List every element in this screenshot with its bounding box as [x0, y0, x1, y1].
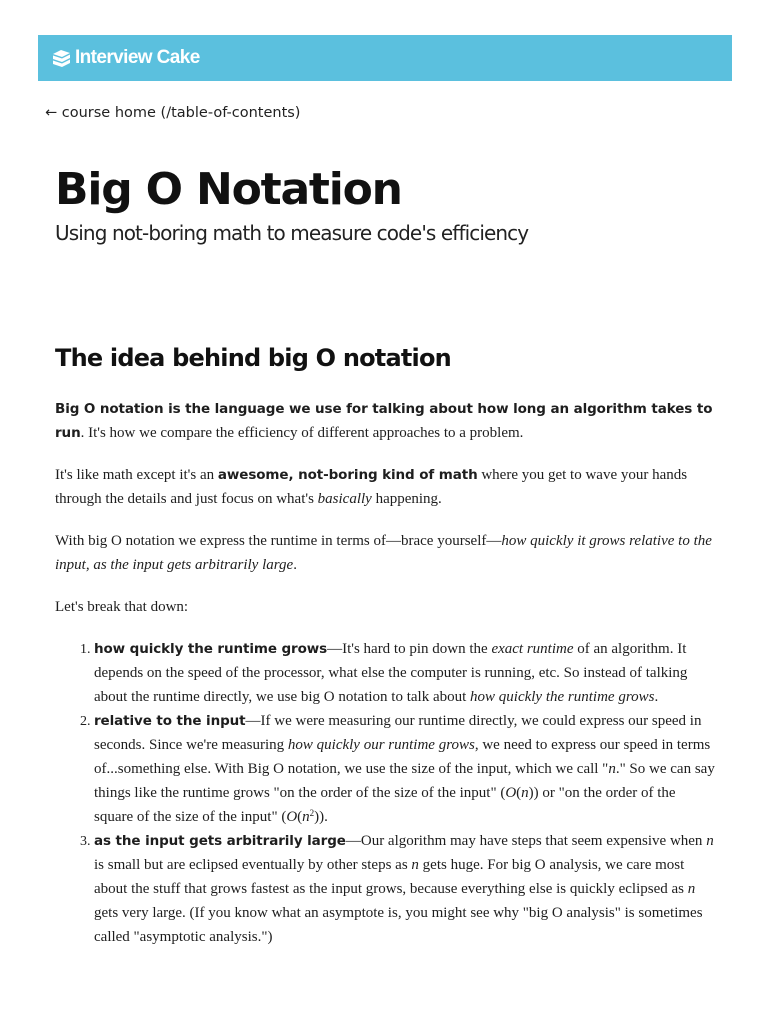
item-text: .: [654, 689, 659, 705]
math-emphasis: basically: [317, 491, 372, 507]
math-text-a: It's like math except it's an: [55, 467, 218, 483]
math-paren: (: [516, 785, 522, 801]
math-variable-n: n: [411, 857, 419, 873]
item-text: ).: [319, 809, 328, 825]
math-variable-n: n: [302, 809, 310, 825]
math-text-c: happening.: [371, 491, 442, 507]
item-text: —It's hard to pin down the: [327, 641, 492, 657]
math-big-o: O: [505, 785, 517, 801]
article-body: [55, 397, 715, 949]
item-emphasis: how quickly our runtime grows: [287, 737, 475, 753]
item-text: ." So we can say things like the runtime grows "on the order of the size of the input" (: [94, 761, 715, 801]
paragraph-intro: [55, 397, 715, 445]
math-variable-n: n: [687, 881, 696, 897]
runtime-period: .: [293, 557, 297, 573]
breakdown-list: [55, 637, 715, 949]
brand-logo-text[interactable]: Interview Cake: [75, 47, 200, 68]
paragraph-runtime: [55, 529, 715, 577]
intro-text: . It's how we compare the efficiency of different approaches to a problem.: [80, 425, 524, 441]
paragraph-breakdown: Let's break that down:: [55, 599, 189, 615]
intro-bold: Big O notation is the language we use for talking about how long an algorithm takes to run: [55, 401, 713, 441]
item-text: is small but are eclipsed eventually by other steps as: [94, 857, 412, 873]
item-bold: as the input gets arbitrarily large: [94, 833, 346, 849]
math-paren: ): [528, 785, 534, 801]
runtime-emphasis: how quickly it grows relative to the input, as the input gets arbitrarily large: [55, 533, 712, 573]
top-bar: [38, 35, 732, 81]
item-text: gets very large. (If you know what an asymptote is, you might see why "big O analysis" is sometimes called "asymptotic analysis."): [94, 905, 703, 945]
item-text: , we need to express our speed in terms of...something else. With Big O notation, we use the size of the input, which we call ": [94, 737, 711, 777]
math-exponent: 2: [309, 808, 315, 818]
course-home-link[interactable]: ← course home (/table-of-contents): [45, 105, 301, 121]
math-text-b: where you get to wave your hands through the details and just focus on what's: [55, 467, 688, 507]
item-text: gets huge. For big O analysis, we care most about the stuff that grows fastest as the input grows, because everything else is quickly eclipsed as: [94, 857, 688, 897]
item-text: —Our algorithm may have steps that seem expensive when: [345, 833, 707, 849]
item-text: of an algorithm. It depends on the speed of the processor, what else the computer is running, etc. So instead of talking about the runtime directly, we use big O notation to talk about: [94, 641, 688, 705]
math-big-o: O: [286, 809, 298, 825]
item-emphasis: how quickly the runtime grows: [470, 689, 655, 705]
item-bold: how quickly the runtime grows: [94, 641, 328, 657]
cake-icon[interactable]: [50, 47, 72, 69]
item-emphasis: exact runtime: [491, 641, 574, 657]
page-title: Big O Notation: [55, 164, 402, 215]
runtime-text: With big O notation we express the runtime in terms of—brace yourself—: [55, 533, 502, 549]
list-item: [94, 829, 715, 949]
section-heading: The idea behind big O notation: [55, 344, 451, 372]
list-item: [94, 709, 715, 829]
math-paren: ): [314, 809, 320, 825]
page-subtitle: Using not-boring math to measure code's efficiency: [55, 221, 529, 245]
math-variable-n: n: [706, 833, 714, 849]
paragraph-math: [55, 463, 715, 511]
item-text: ) or "on the order of the square of the size of the input" (: [94, 785, 676, 825]
math-paren: (: [297, 809, 303, 825]
item-text: —If we were measuring our runtime directly, we could express our speed in seconds. Since we're measuring: [94, 713, 702, 753]
list-item: [94, 637, 715, 709]
item-bold: relative to the input: [94, 713, 246, 729]
math-variable-n: n: [521, 785, 529, 801]
math-bold: awesome, not-boring kind of math: [217, 467, 478, 483]
math-variable-n: n: [608, 761, 616, 777]
